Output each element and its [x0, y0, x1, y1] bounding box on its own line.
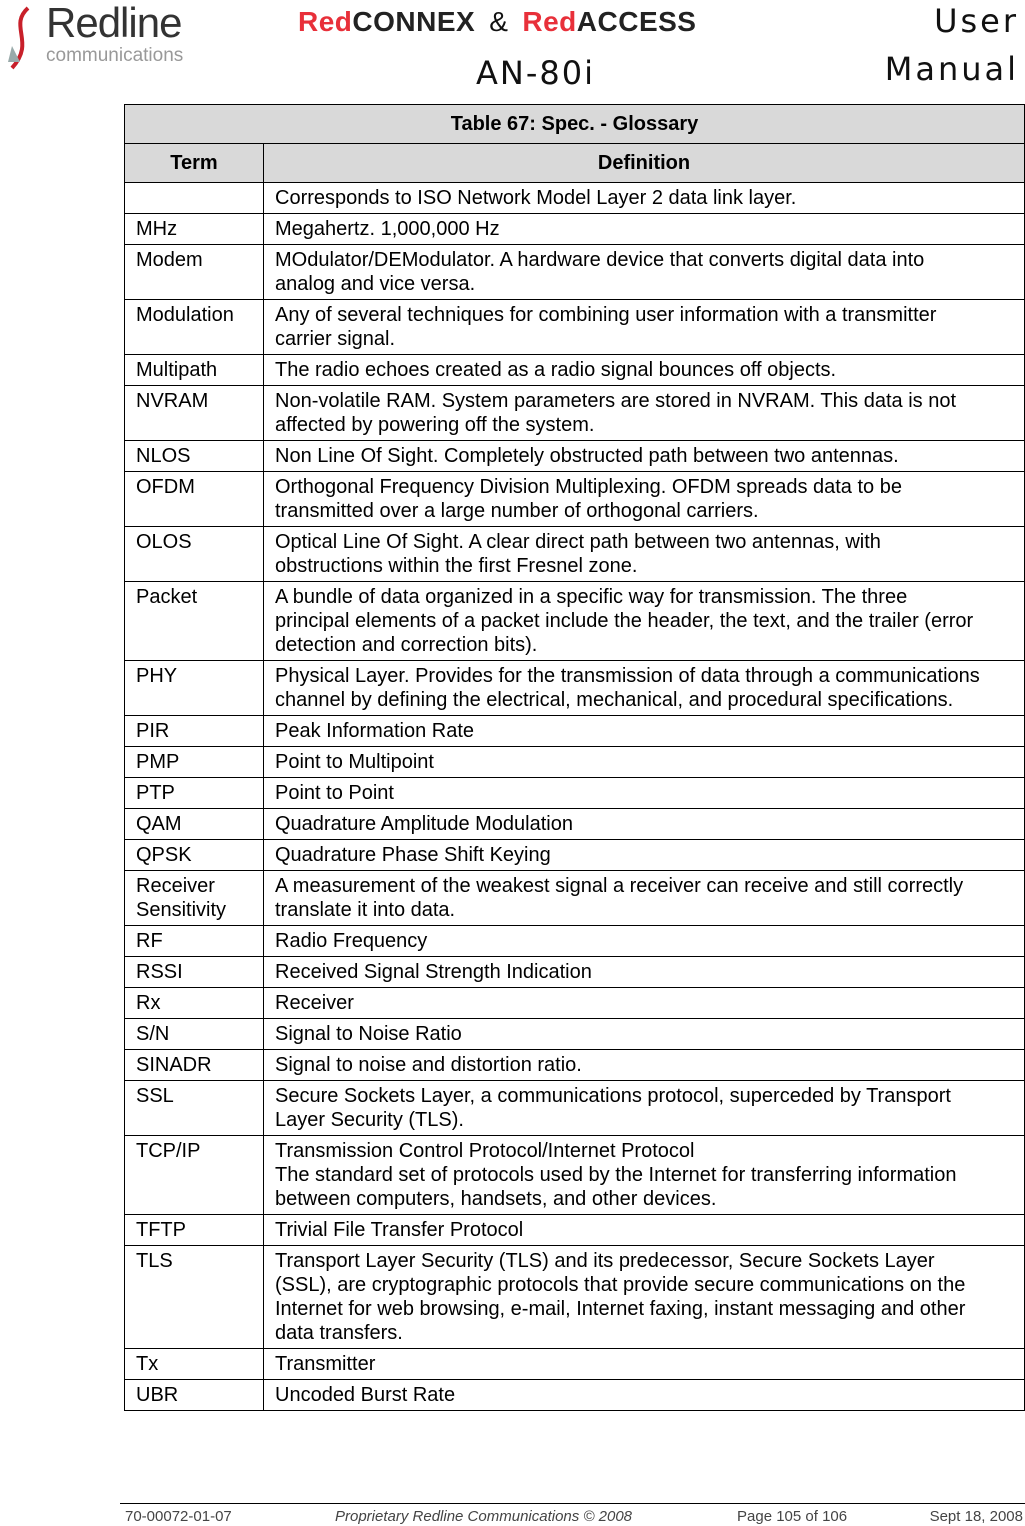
page-number: Page 105 of 106: [737, 1508, 848, 1525]
glossary-table: [124, 104, 1025, 1411]
table-row: [125, 183, 1025, 214]
definition-cell: Secure Sockets Layer, a communications protocol, superceded by Transport Layer Security (TLS).: [264, 1081, 1025, 1136]
definition-cell: The radio echoes created as a radio signal bounces off objects.: [264, 355, 1025, 386]
page-footer: [120, 1503, 1025, 1525]
term-cell: Receiver Sensitivity: [125, 871, 264, 926]
definition-cell: Optical Line Of Sight. A clear direct path between two antennas, with obstructions within the first Fresnel zone.: [264, 527, 1025, 582]
brand2-black: ACCESS: [576, 6, 697, 37]
brand1-red: Red: [298, 6, 353, 37]
term-cell: PIR: [125, 716, 264, 747]
definition-cell: Trivial File Transfer Protocol: [264, 1215, 1025, 1246]
term-cell: Modulation: [125, 300, 264, 355]
term-cell: Tx: [125, 1349, 264, 1380]
table-row: [125, 1246, 1025, 1349]
definition-cell: Point to Multipoint: [264, 747, 1025, 778]
term-cell: TFTP: [125, 1215, 264, 1246]
definition-cell: Non Line Of Sight. Completely obstructed path between two antennas.: [264, 441, 1025, 472]
definition-cell: Any of several techniques for combining user information with a transmitter carrier signal.: [264, 300, 1025, 355]
definition-cell: Uncoded Burst Rate: [264, 1380, 1025, 1411]
column-header-term: Term: [125, 144, 264, 183]
table-row: [125, 300, 1025, 355]
definition-cell: Corresponds to ISO Network Model Layer 2 data link layer.: [264, 183, 1025, 214]
table-row: [125, 747, 1025, 778]
definition-cell: Physical Layer. Provides for the transmission of data through a communications channel by defining the electrical, mechanical, and procedural specifications.: [264, 661, 1025, 716]
copyright: Proprietary Redline Communications © 2008: [335, 1508, 633, 1525]
term-cell: Modem: [125, 245, 264, 300]
term-cell: UBR: [125, 1380, 264, 1411]
table-row: [125, 527, 1025, 582]
company-subtitle: communications: [46, 45, 184, 66]
table-row: [125, 778, 1025, 809]
term-cell: NVRAM: [125, 386, 264, 441]
table-row: [125, 809, 1025, 840]
definition-cell: Peak Information Rate: [264, 716, 1025, 747]
title-manual: Manual: [884, 50, 1019, 88]
term-cell: NLOS: [125, 441, 264, 472]
table-row: [125, 840, 1025, 871]
table-row: [125, 1380, 1025, 1411]
table-row: [125, 988, 1025, 1019]
definition-cell: Orthogonal Frequency Division Multiplexing. OFDM spreads data to be transmitted over a large number of orthogonal carriers.: [264, 472, 1025, 527]
definition-cell: Signal to noise and distortion ratio.: [264, 1050, 1025, 1081]
brand-ampersand: &: [489, 6, 509, 37]
term-cell: PHY: [125, 661, 264, 716]
term-cell: RF: [125, 926, 264, 957]
company-name: Redline: [46, 0, 182, 46]
table-row: [125, 245, 1025, 300]
model-name: AN-80i: [476, 54, 595, 92]
table-row: [125, 582, 1025, 661]
table-row: [125, 1081, 1025, 1136]
term-cell: PMP: [125, 747, 264, 778]
table-row: [125, 926, 1025, 957]
table-row: [125, 1050, 1025, 1081]
table-row: [125, 441, 1025, 472]
definition-cell: A bundle of data organized in a specific way for transmission. The three principal elements of a packet include the header, the text, and the trailer (error detection and correction bits).: [264, 582, 1025, 661]
page-header: [0, 0, 1025, 100]
definition-cell: Quadrature Amplitude Modulation: [264, 809, 1025, 840]
definition-cell: Non-volatile RAM. System parameters are stored in NVRAM. This data is not affected by powering off the system.: [264, 386, 1025, 441]
term-cell: MHz: [125, 214, 264, 245]
definition-cell: Radio Frequency: [264, 926, 1025, 957]
term-cell: QPSK: [125, 840, 264, 871]
table-row: [125, 1215, 1025, 1246]
table-row: [125, 661, 1025, 716]
date: Sept 18, 2008: [929, 1508, 1023, 1525]
definition-cell: A measurement of the weakest signal a receiver can receive and still correctly translate it into data.: [264, 871, 1025, 926]
term-cell: Multipath: [125, 355, 264, 386]
brand2-red: Red: [522, 6, 577, 37]
table-row: [125, 472, 1025, 527]
term-cell: QAM: [125, 809, 264, 840]
definition-cell: Megahertz. 1,000,000 Hz: [264, 214, 1025, 245]
term-cell: OLOS: [125, 527, 264, 582]
brand1-black: CONNEX: [352, 6, 476, 37]
definition-cell: Transmitter: [264, 1349, 1025, 1380]
term-cell: SINADR: [125, 1050, 264, 1081]
definition-cell: Point to Point: [264, 778, 1025, 809]
term-cell: SSL: [125, 1081, 264, 1136]
term-cell: OFDM: [125, 472, 264, 527]
term-cell: PTP: [125, 778, 264, 809]
logo-swirl-icon: [6, 6, 36, 70]
definition-cell: Transport Layer Security (TLS) and its predecessor, Secure Sockets Layer (SSL), are cryptographic protocols that provide secure communications on the Internet for web browsing, e-mail, Internet faxing, instant messaging and other data transfers.: [264, 1246, 1025, 1349]
term-cell: TLS: [125, 1246, 264, 1349]
term-cell: Packet: [125, 582, 264, 661]
term-cell: [125, 183, 264, 214]
redline-logo: [6, 2, 216, 72]
definition-cell: Received Signal Strength Indication: [264, 957, 1025, 988]
definition-cell: Quadrature Phase Shift Keying: [264, 840, 1025, 871]
table-row: [125, 957, 1025, 988]
table-row: [125, 716, 1025, 747]
table-row: [125, 1349, 1025, 1380]
title-user: User: [934, 2, 1019, 40]
definition-cell: Transmission Control Protocol/Internet Protocol The standard set of protocols used by the Internet for transferring information between computers, handsets, and other devices.: [264, 1136, 1025, 1215]
table-row: [125, 871, 1025, 926]
table-row: [125, 1136, 1025, 1215]
term-cell: TCP/IP: [125, 1136, 264, 1215]
term-cell: Rx: [125, 988, 264, 1019]
doc-number: 70-00072-01-07: [125, 1508, 232, 1525]
product-brand: [298, 6, 697, 38]
table-caption: Table 67: Spec. - Glossary: [125, 105, 1025, 144]
term-cell: RSSI: [125, 957, 264, 988]
table-row: [125, 214, 1025, 245]
term-cell: S/N: [125, 1019, 264, 1050]
definition-cell: MOdulator/DEModulator. A hardware device that converts digital data into analog and vice versa.: [264, 245, 1025, 300]
table-row: [125, 1019, 1025, 1050]
column-header-definition: Definition: [264, 144, 1025, 183]
table-row: [125, 386, 1025, 441]
table-row: [125, 355, 1025, 386]
definition-cell: Signal to Noise Ratio: [264, 1019, 1025, 1050]
definition-cell: Receiver: [264, 988, 1025, 1019]
